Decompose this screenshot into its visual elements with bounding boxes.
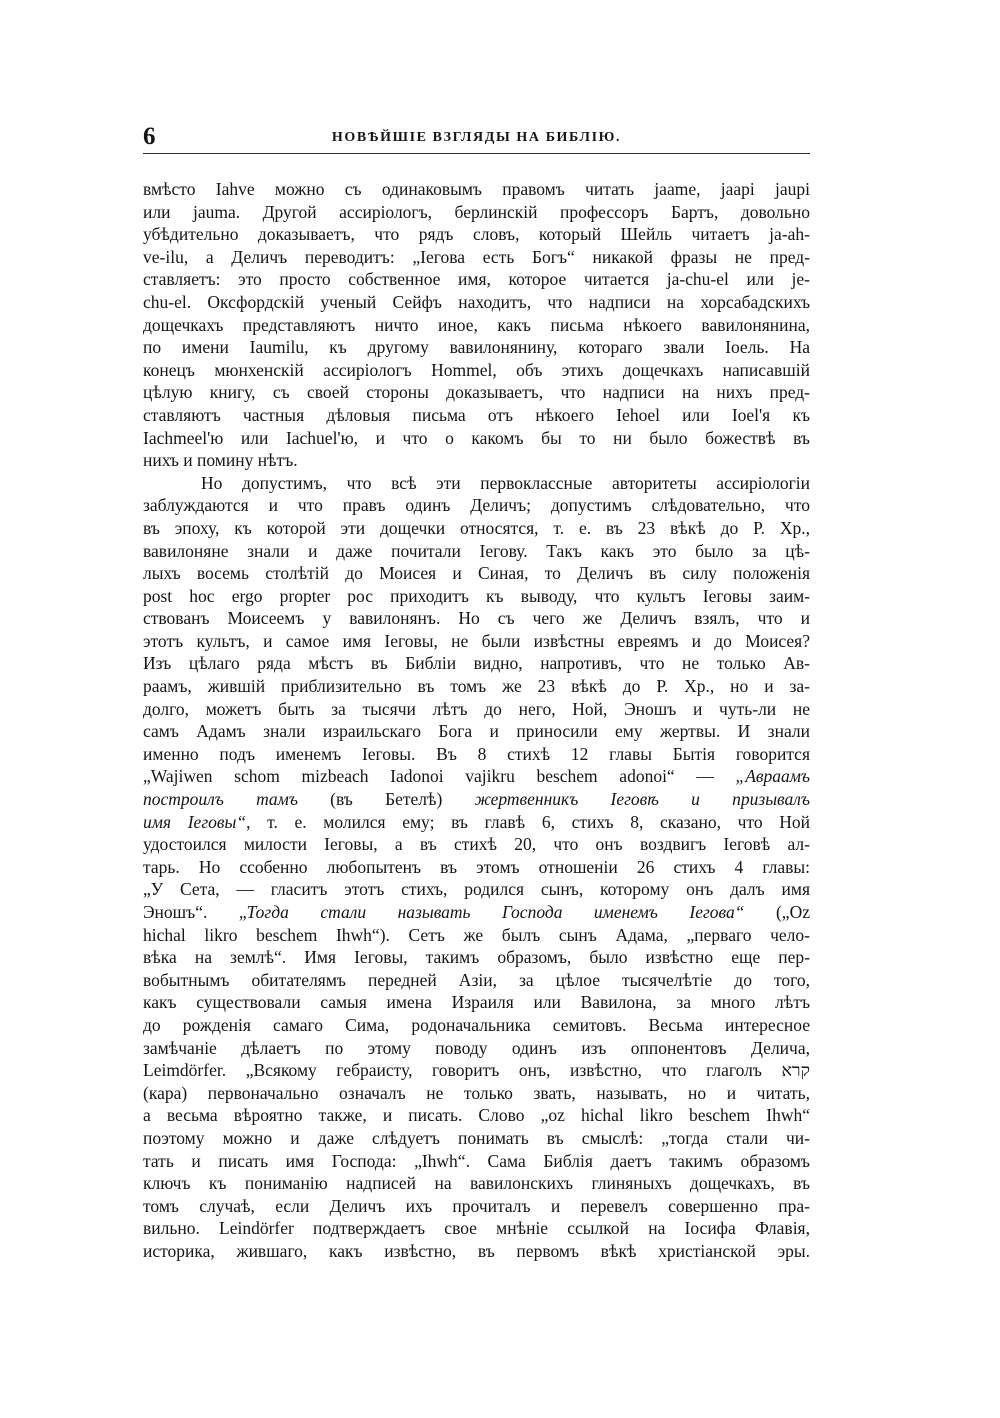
text-line: по имени Iaumilu, къ другому вавилонянину, котораго звали Iоель. На	[143, 337, 810, 358]
italic-quote: „Авраамъ	[735, 766, 810, 787]
italic-quote: жертвенникъ Iеговѣ и призывалъ	[474, 789, 810, 810]
italic-quote: построилъ тамъ	[143, 789, 298, 810]
text-line: томъ случаѣ, если Деличъ ихъ прочиталъ и перевелъ совершенно пра-	[143, 1195, 810, 1216]
text-line: или jauma. Другой ассиріологъ, берлинскій профессоръ Бартъ, довольно	[143, 201, 810, 222]
text-line: долго, можетъ быть за тысячи лѣтъ до него, Ной, Эношъ и чуть-ли не	[143, 698, 810, 719]
page-number: 6	[143, 123, 156, 150]
text-line: замѣчаніе дѣлаетъ по этому поводу одинъ изъ оппонентовъ Делича,	[143, 1037, 810, 1058]
text-line: этотъ культъ, и самое имя Iеговы, не были извѣстны евреямъ и до Моисея?	[143, 630, 810, 651]
text-line: убѣдительно доказываетъ, что рядъ словъ, который Шейль читаетъ ja-ah-	[143, 224, 810, 245]
quote-hebrew-transliteration: „Wajiwen schom mizbeach Iadonoi vajikru beschem adonoi“ —	[143, 766, 736, 787]
text-line: дощечкахъ представляютъ ничто иное, какъ письма нѣкоего вавилонянина,	[143, 314, 810, 335]
text-line: именно подъ именемъ Iеговы. Въ 8 стихѣ 12 главы Бытія говорится	[143, 743, 810, 764]
text-line: какъ существовали самыя имена Израиля или Вавилона, за много лѣтъ	[143, 992, 810, 1013]
text-line: самъ Адамъ знали израильскаго Бога и приносили ему жертвы. И знали	[143, 721, 810, 742]
text-line: до рожденія самаго Сима, родоначальника семитовъ. Весьма интересное	[143, 1014, 810, 1035]
italic-quote: имя Iеговы“	[143, 811, 247, 832]
text-line: ve-ilu, а Деличъ переводитъ: „Iегова есть Богъ“ никакой фразы не пред-	[143, 246, 810, 267]
text-line: заблуждаются и что правъ одинъ Деличъ; допустимъ слѣдовательно, что	[143, 495, 810, 516]
text-line-mixed	[143, 788, 810, 811]
plain-text: (въ Бетелѣ)	[297, 789, 475, 810]
text-line: нихъ и помину нѣтъ.	[143, 450, 298, 471]
text-line: ключъ къ пониманію надписей на вавилонскихъ глиняныхъ дощечкахъ, въ	[143, 1173, 810, 1194]
text-line: Изъ цѣлаго ряда мѣстъ въ Библіи видно, напротивъ, что не только Ав-	[143, 653, 810, 674]
text-line: удостоился милости Iеговы, а въ стихѣ 20, что онъ воздвигъ Iеговѣ ал-	[143, 834, 810, 855]
text-line-mixed	[143, 765, 810, 788]
text-line: въ эпоху, къ которой эти дощечки относятся, т. е. въ 23 вѣкѣ до Р. Хр.,	[143, 517, 810, 538]
text-line: конецъ мюнхенскій ассиріологъ Hommel, объ этихъ дощечкахъ написавшій	[143, 359, 810, 380]
text-line: „У Сета, — гласитъ этотъ стихъ, родился сынъ, которому онъ далъ имя	[143, 879, 810, 900]
text-line: тать и писать имя Господа: „Ihwh“. Сама Библія даетъ такимъ образомъ	[143, 1150, 810, 1171]
text-line: вѣка на землѣ“. Имя Iеговы, такимъ образомъ, было извѣстно еще пер-	[143, 947, 810, 968]
paragraph-start-line: Но допустимъ, что всѣ эти первоклассные авторитеты ассиріологіи	[201, 472, 810, 493]
text-line: ставляютъ частныя дѣловыя письма отъ нѣкоего Iehoel или Ioel'я къ	[143, 404, 810, 425]
text-line-mixed	[143, 811, 810, 834]
text-line: вильно. Leindörfer подтверждаетъ свое мнѣніе ссылкой на Iосифа Флавія,	[143, 1218, 810, 1239]
text-line: историка, жившаго, какъ извѣстно, въ первомъ вѣкѣ христіанской эры.	[143, 1240, 810, 1261]
plain-text: („Oz	[744, 902, 810, 922]
body-text	[143, 178, 810, 1263]
text-line-mixed	[143, 901, 810, 924]
text-line: Iachmeel'ю или Iachuel'ю, и что о какомъ бы то ни было божествѣ въ	[143, 427, 810, 448]
text-line: Leimdörfer. „Всякому гебраисту, говоритъ онъ, извѣстно, что глаголъ קרא	[143, 1060, 810, 1081]
text-line: ствованъ Моисеемъ у вавилонянъ. Но съ чего же Деличъ взялъ, что и	[143, 608, 810, 629]
text-line: вмѣсто Iahve можно съ одинаковымъ правомъ читать jaame, jaapi jaupi	[143, 179, 810, 199]
running-title: НОВѢЙШІЕ ВЗГЛЯДЫ НА БИБЛІЮ.	[331, 130, 622, 145]
text-line: лыхъ восемь столѣтій до Моисея и Синая, то Деличъ въ силу положенія	[143, 563, 810, 584]
plain-text: , т. е. молился ему; въ главѣ 6, стихъ 8, сказано, что Ной	[246, 811, 810, 832]
header-rule	[143, 153, 810, 154]
text-line: цѣлую книгу, съ своей стороны доказываетъ, что надписи на нихъ пред-	[143, 382, 810, 403]
text-line: вобытнымъ обитателямъ передней Азіи, за цѣлое тысячелѣтіе до того,	[143, 969, 810, 990]
text-line: ставляетъ: это просто собственное имя, которое читается ja-chu-el или je-	[143, 269, 810, 290]
text-line: chu-el. Оксфордскій ученый Сейфъ находитъ, что надписи на хорсабадскихъ	[143, 291, 810, 312]
text-line: а весьма вѣроятно также, и писать. Слово „oz hichal likro beschem Ihwh“	[143, 1105, 810, 1126]
text-line: вавилоняне знали и даже почитали Iегову. Такъ какъ это было за цѣ-	[143, 540, 810, 561]
plain-text: Эношъ“.	[143, 902, 239, 922]
text-line: поэтому можно и даже слѣдуетъ понимать въ смыслѣ: „тогда стали чи-	[143, 1127, 810, 1148]
italic-quote: „Тогда стали называть Господа именемъ Iегова“	[238, 902, 745, 922]
text-line: тарь. Но ссобенно любопытенъ въ этомъ отношеніи 26 стихъ 4 главы:	[143, 856, 810, 877]
page-header	[143, 124, 810, 156]
text-line: (кара) первоначально означалъ не только звать, называть, но и читать,	[143, 1082, 810, 1103]
text-line: раамъ, жившій приблизительно въ томъ же 23 вѣкѣ до Р. Хр., но и за-	[143, 676, 810, 697]
text-line: post hoc ergo propter рос приходитъ къ выводу, что культъ Iеговы заим-	[143, 585, 810, 606]
text-line: hichal likro beschem Ihwh“). Сетъ же былъ сынъ Адама, „перваго чело-	[143, 924, 810, 945]
